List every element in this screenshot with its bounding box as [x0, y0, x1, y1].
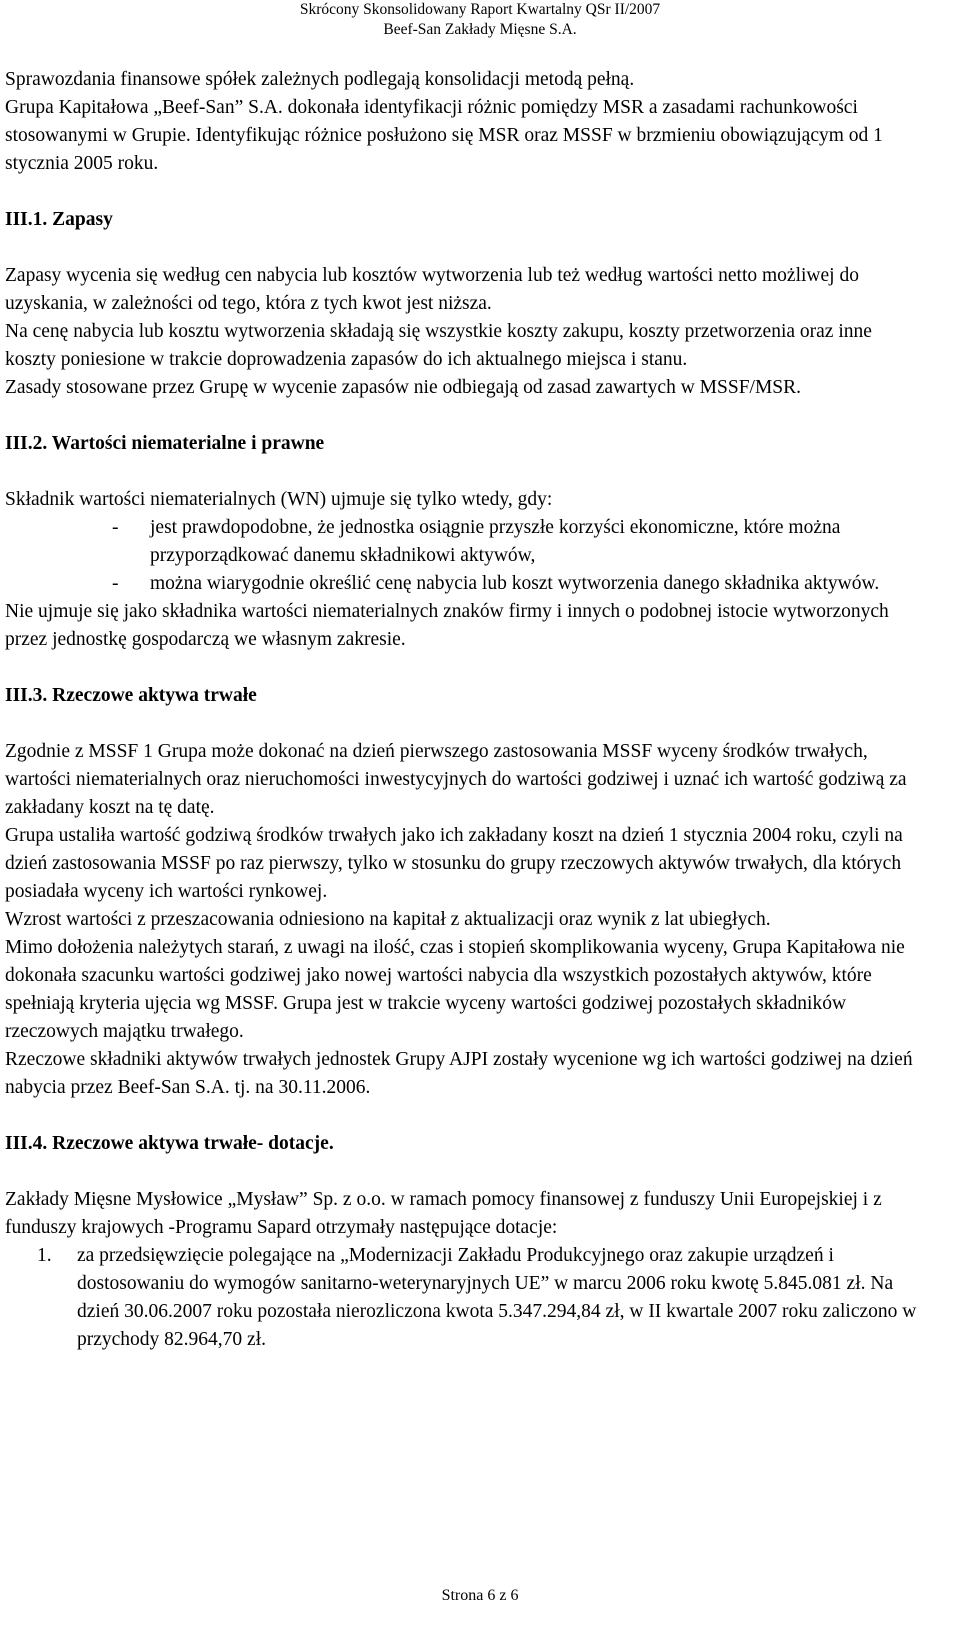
intro-paragraph-1: Sprawozdania finansowe spółek zależnych podlegają konsolidacji metodą pełną. [5, 69, 635, 90]
section4-lead: Zakłady Mięsne Mysłowice „Mysław” Sp. z o.o. w ramach pomocy finansowej z funduszy Unii Europejskiej i z funduszy krajowych -Programu Sapard otrzymały następujące dotacje: [5, 1189, 882, 1238]
section2-lead: Składnik wartości niematerialnych (WN) ujmuje się tylko wtedy, gdy: [5, 489, 553, 510]
section3-paragraph: Wzrost wartości z przeszacowania odniesiono na kapitał z aktualizacji oraz wynik z lat ubiegłych. [5, 909, 771, 930]
list-item [5, 570, 920, 598]
list-marker: 1. [37, 1245, 52, 1266]
header-report-title: Skrócony Skonsolidowany Raport Kwartalny QSr II/2007 [299, 1, 661, 18]
section3-paragraph: Grupa ustaliła wartość godziwą środków trwałych jako ich zakładany koszt na dzień 1 stycznia 2004 roku, czyli na dzień zastosowania MSSF po raz pierwszy, tylko w stosunku do grupy rzeczowych aktywów trwałych, dla których posiadała wyceny ich wartości rynkowej. [5, 825, 903, 902]
list-item [5, 514, 920, 570]
section2-closing: Nie ujmuje się jako składnika wartości niematerialnych znaków firmy i innych o podobnej istocie wytworzonych przez jednostkę gospodarczą we własnym zakresie. [5, 601, 889, 650]
header-company-name: Beef-San Zakłady Mięsne S.A. [383, 21, 577, 38]
list-item-text: można wiarygodnie określić cenę nabycia lub koszt wytworzenia danego składnika aktywów. [150, 573, 880, 594]
list-marker: - [112, 573, 119, 594]
list-item [5, 1242, 920, 1354]
section3-paragraph: Rzeczowe składniki aktywów trwałych jednostek Grupy AJPI zostały wycenione wg ich wartości godziwej na dzień nabycia przez Beef-San S.A. tj. na 30.11.2006. [5, 1049, 913, 1098]
section-heading-zapasy: III.1. Zapasy [5, 209, 113, 230]
section-heading-rzeczowe-aktywa: III.3. Rzeczowe aktywa trwałe [5, 685, 257, 706]
section3-paragraph: Zgodnie z MSSF 1 Grupa może dokonać na dzień pierwszego zastosowania MSSF wyceny środków trwałych, wartości niematerialnych oraz nieruchomości inwestycyjnych do wartości godziwej i uznać ich wartość godziwą za zakładany koszt na tę datę. [5, 741, 907, 818]
section-heading-dotacje: III.4. Rzeczowe aktywa trwałe- dotacje. [5, 1133, 334, 1154]
page-number: Strona 6 z 6 [441, 1587, 519, 1604]
list-item-text: za przedsięwzięcie polegające na „Modernizacji Zakładu Produkcyjnego oraz zakupie urządzeń i dostosowaniu do wymogów sanitarno-weterynaryjnych UE” w marcu 2006 roku kwotę 5.845.081 zł. Na dzień 30.06.2007 roku pozostała nierozliczona kwota 5.347.294,84 zł, w II kwartale 2007 roku zaliczono w przychody 82.964,70 zł. [77, 1245, 917, 1350]
list-item-text: jest prawdopodobne, że jednostka osiągnie przyszłe korzyści ekonomiczne, które można przyporządkować danemu składnikowi aktywów, [150, 517, 841, 566]
page-header [0, 0, 960, 40]
section-heading-wartosci-niematerialne: III.2. Wartości niematerialne i prawne [5, 433, 325, 454]
document-body [5, 66, 920, 1354]
section1-paragraph: Na cenę nabycia lub kosztu wytworzenia składają się wszystkie koszty zakupu, koszty przetworzenia oraz inne koszty poniesione w trakcie doprowadzenia zapasów do ich aktualnego miejsca i stanu. [5, 321, 872, 370]
intro-paragraph-2: Grupa Kapitałowa „Beef-San” S.A. dokonała identyfikacji różnic pomiędzy MSR a zasadami rachunkowości stosowanymi w Grupie. Identyfikując różnice posłużono się MSR oraz MSSF w brzmieniu obowiązującym od 1 stycznia 2005 roku. [5, 97, 883, 174]
section3-paragraph: Mimo dołożenia należytych starań, z uwagi na ilość, czas i stopień skomplikowania wyceny, Grupa Kapitałowa nie dokonała szacunku wartości godziwej jako nowej wartości nabycia dla wszystkich pozostałych aktywów, które spełniają kryteria ujęcia wg MSSF. Grupa jest w trakcie wyceny wartości godziwej pozostałych składników rzeczowych majątku trwałego. [5, 937, 905, 1042]
list-marker: - [112, 517, 119, 538]
section1-paragraph: Zapasy wycenia się według cen nabycia lub kosztów wytworzenia lub też według wartości netto możliwej do uzyskania, w zależności od tego, która z tych kwot jest niższa. [5, 265, 859, 314]
section1-paragraph: Zasady stosowane przez Grupę w wycenie zapasów nie odbiegają od zasad zawartych w MSSF/MSR. [5, 377, 802, 398]
